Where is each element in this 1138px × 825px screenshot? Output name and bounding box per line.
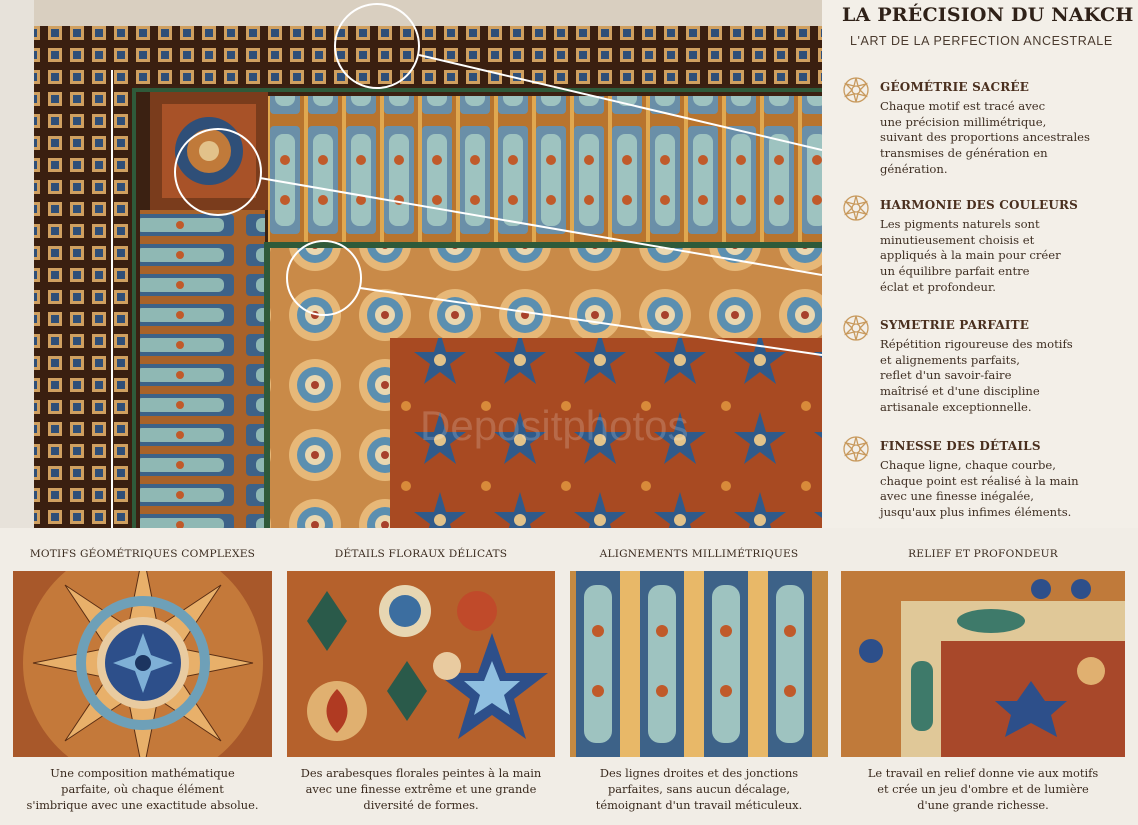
card-title: DÉTAILS FLORAUX DÉLICATS [334, 548, 508, 560]
beams-closeup [570, 571, 828, 757]
feature-text: Répétition rigoureuse des motifs et alignements parfaits, reflet d'un savoir-faire maîtrisé et d'une discipline artisanale exceptionnelle. [880, 337, 1073, 414]
card-details-floraux [287, 528, 555, 825]
feature-title: FINESSE DES DÉTAILS [880, 439, 1041, 453]
card-alignements [570, 528, 828, 825]
card-title: ALIGNEMENTS MILLIMÉTRIQUES [599, 548, 799, 560]
card-image [13, 571, 272, 757]
feature-title: HARMONIE DES COULEURS [880, 198, 1079, 212]
info-panel [822, 0, 1138, 528]
page-subtitle: L'ART DE LA PERFECTION ANCESTRALE [850, 34, 1113, 48]
card-caption: Une composition mathématique parfaite, où chaque élément s'imbrique avec une exactitude absolue. [26, 766, 259, 812]
feature-title: SYMETRIE PARFAITE [880, 318, 1030, 332]
rosette-icon [842, 76, 870, 104]
feature-text: Chaque motif est tracé avec une précision millimétrique, suivant des proportions ancestrales transmises de génération en génération. [880, 99, 1090, 176]
card-caption: Des lignes droites et des jonctions parfaites, sans aucun décalage, témoignant d'un travail méticuleux. [595, 766, 803, 812]
relief-closeup [841, 571, 1125, 757]
feature-title: GÉOMÉTRIE SACRÉE [880, 80, 1030, 94]
card-caption: Le travail en relief donne vie aux motifs et crée un jeu d'ombre et de lumière d'une grande richesse. [867, 766, 1099, 812]
detail-cards [0, 528, 1138, 825]
card-image [570, 571, 828, 757]
card-title: MOTIFS GÉOMÉTRIQUES COMPLEXES [29, 548, 256, 560]
ceiling-illustration [0, 0, 822, 528]
watermark-text: Depositphotos [420, 402, 689, 449]
rosette-icon [842, 435, 870, 463]
card-title: RELIEF ET PROFONDEUR [908, 548, 1058, 560]
card-caption: Des arabesques florales peintes à la main avec une finesse extrême et une grande diversité de formes. [300, 766, 542, 812]
feature-text: Les pigments naturels sont minutieusement choisis et appliqués à la main pour créer un équilibre parfait entre éclat et profondeur. [880, 217, 1061, 294]
feature-text: Chaque ligne, chaque courbe, chaque point est réalisé à la main avec une finesse inégalée, jusqu'aux plus infimes éléments. [880, 458, 1079, 520]
card-image [841, 571, 1125, 757]
ceiling-photo [0, 0, 822, 528]
floral-closeup [287, 571, 555, 757]
page-title: LA PRÉCISION DU NAKCH [842, 4, 1134, 26]
rosette-icon [842, 314, 870, 342]
rosette-closeup [13, 571, 272, 757]
card-image [287, 571, 555, 757]
rosette-icon [842, 194, 870, 222]
card-relief [841, 528, 1125, 825]
card-motifs-geometriques [13, 528, 272, 825]
